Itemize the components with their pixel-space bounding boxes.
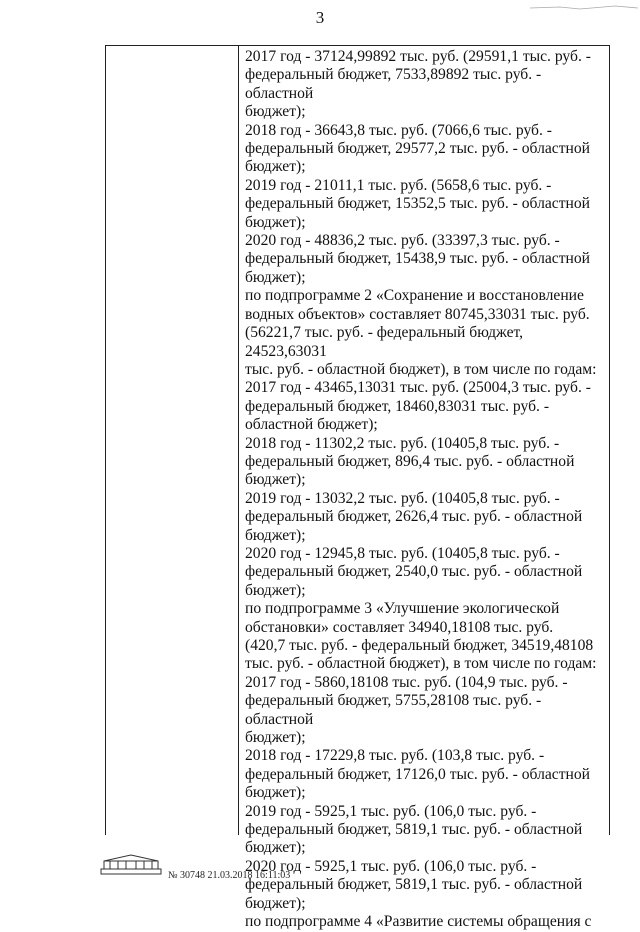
text-line: бюджет); [245, 103, 306, 121]
text-line: 2020 год - 5925,1 тыс. руб. (106,0 тыс. руб. - [245, 857, 537, 875]
text-line: 2018 год - 17229,8 тыс. руб. (103,8 тыс. руб. - [245, 747, 545, 765]
text-line: 2017 год - 37124,99892 тыс. руб. (29591,1 тыс. руб. - [245, 48, 591, 65]
text-line: федеральный бюджет, 2626,4 тыс. руб. - областной [245, 508, 583, 526]
text-line: бюджет); [245, 526, 306, 544]
column-divider [238, 46, 239, 835]
text-line: федеральный бюджет, 15352,5 тыс. руб. - областной [245, 195, 591, 213]
building-stamp-icon [100, 853, 162, 877]
text-line: по подпрограмме 4 «Развитие системы обращения с [245, 913, 592, 931]
text-line: по подпрограмме 3 «Улучшение экологической [245, 600, 560, 618]
text-line: бюджет); [245, 213, 306, 231]
text-line: бюджет); [245, 839, 306, 857]
text-line: федеральный бюджет, 5819,1 тыс. руб. - областной [245, 876, 583, 894]
text-line: бюджет); [245, 158, 306, 176]
text-line: 2018 год - 36643,8 тыс. руб. (7066,6 тыс. руб. - [245, 121, 552, 139]
text-line: (56221,7 тыс. руб. - федеральный бюджет, 24523,63031 [245, 324, 524, 360]
text-line: 2020 год - 12945,8 тыс. руб. (10405,8 тыс. руб. - [245, 544, 560, 562]
text-line: 2019 год - 21011,1 тыс. руб. (5658,6 тыс. руб. - [245, 176, 552, 194]
text-line: федеральный бюджет, 896,4 тыс. руб. - областной [245, 452, 575, 470]
text-line: бюджет); [245, 581, 306, 599]
text-line: тыс. руб. - областной бюджет), в том числе по годам: [245, 655, 597, 673]
text-line: 2019 год - 13032,2 тыс. руб. (10405,8 тыс. руб. - [245, 489, 560, 507]
text-line: федеральный бюджет, 29577,2 тыс. руб. - областной [245, 140, 591, 158]
text-line: федеральный бюджет, 5819,1 тыс. руб. - областной [245, 821, 583, 839]
scan-artifact [520, 0, 640, 8]
text-line: 2019 год - 5925,1 тыс. руб. (106,0 тыс. руб. - [245, 802, 537, 820]
text-line: областной бюджет); [245, 416, 378, 434]
text-line: бюджет); [245, 894, 306, 912]
text-line: бюджет); [245, 784, 306, 802]
text-line: по подпрограмме 2 «Сохранение и восстановление [245, 287, 584, 305]
text-line: тыс. руб. - областной бюджет), в том числе по годам: [245, 360, 597, 378]
registration-number: № 30748 21.03.2018 16:11:03 [168, 870, 291, 881]
text-line: бюджет); [245, 471, 306, 489]
text-line: 2020 год - 48836,2 тыс. руб. (33397,3 тыс. руб. - [245, 232, 560, 250]
text-line: (420,7 тыс. руб. - федеральный бюджет, 34519,48108 [245, 637, 594, 654]
text-line: водных объектов» составляет 80745,33031 тыс. руб. [245, 305, 590, 323]
text-line: бюджет); [245, 268, 306, 286]
text-line: федеральный бюджет, 7533,89892 тыс. руб. - областной [245, 66, 542, 102]
text-line: 2018 год - 11302,2 тыс. руб. (10405,8 тыс. руб. - [245, 434, 560, 452]
text-line: федеральный бюджет, 15438,9 тыс. руб. - областной [245, 250, 591, 268]
text-line: 2017 год - 43465,13031 тыс. руб. (25004,3 тыс. руб. - [245, 379, 591, 397]
text-line: федеральный бюджет, 17126,0 тыс. руб. - областной [245, 765, 591, 783]
text-line: обстановки» составляет 34940,18108 тыс. руб. [245, 618, 554, 636]
text-line: федеральный бюджет, 2540,0 тыс. руб. - областной [245, 563, 583, 581]
text-line: федеральный бюджет, 18460,83031 тыс. руб. - [245, 397, 550, 415]
financing-text [245, 48, 605, 932]
text-line: федеральный бюджет, 5755,28108 тыс. руб. - областной [245, 692, 542, 728]
page-number: 3 [315, 8, 325, 27]
text-line: бюджет); [245, 729, 306, 747]
text-line: 2017 год - 5860,18108 тыс. руб. (104,9 тыс. руб. - [245, 673, 568, 691]
